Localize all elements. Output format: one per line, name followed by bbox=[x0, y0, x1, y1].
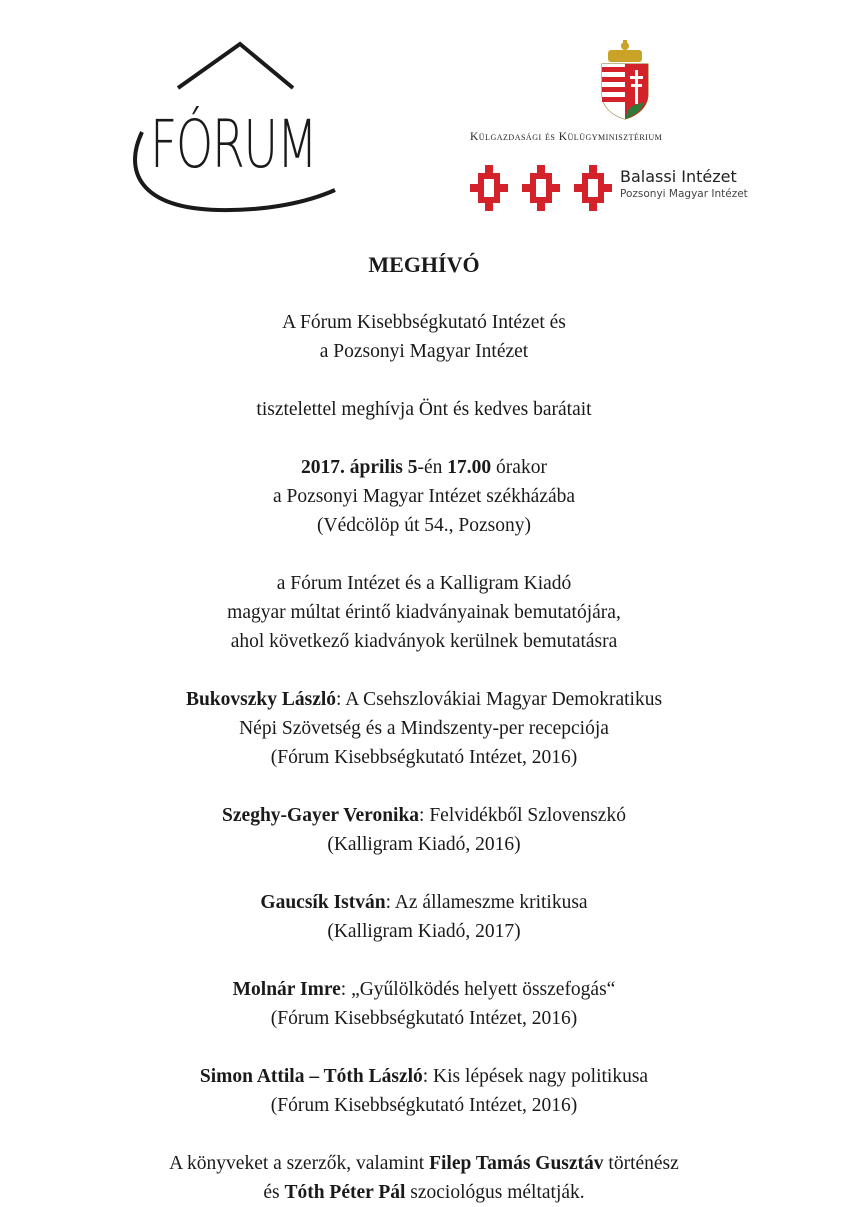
book-publisher: (Kalligram Kiadó, 2016) bbox=[327, 834, 521, 855]
event-details bbox=[0, 453, 848, 540]
host-line: A Fórum Kisebbségkutató Intézet és bbox=[282, 312, 566, 333]
book-entry bbox=[0, 975, 848, 1033]
occasion-block bbox=[0, 569, 848, 656]
forum-logo-text: FÓRUM bbox=[150, 106, 317, 183]
date-time-line: 2017. április 5-én 17.00 órakor bbox=[301, 457, 547, 478]
book-author: Bukovszky László bbox=[185, 689, 337, 710]
book-title-cont: Népi Szövetség és a Mindszenty-per recepciója bbox=[239, 718, 609, 739]
book-title: : Az állameszme kritikusa bbox=[385, 892, 588, 913]
book-publisher: (Fórum Kisebbségkutató Intézet, 2016) bbox=[270, 1008, 578, 1029]
book-entry bbox=[0, 1062, 848, 1120]
coat-of-arms-icon bbox=[596, 40, 654, 120]
book-author: Molnár Imre bbox=[232, 979, 341, 1000]
reviewer-name: Tóth Péter Pál bbox=[284, 1182, 406, 1203]
event-time: 17.00 bbox=[447, 457, 492, 478]
closing-block: A könyveket a szerzők, valamint Filep Tamás Gusztáv történész és Tóth Péter Pál szociológus méltatják. bbox=[169, 1153, 679, 1203]
book-title: : Kis lépések nagy politikusa bbox=[422, 1066, 649, 1087]
balassi-subtitle: Pozsonyi Magyar Intézet bbox=[620, 188, 748, 200]
book-title: : A Csehszlovákiai Magyar Demokratikus bbox=[336, 689, 663, 710]
forum-logo bbox=[128, 40, 338, 215]
folk-motif-icon bbox=[470, 165, 612, 211]
occasion-line: ahol következő kiadványok kerülnek bemutatásra bbox=[230, 631, 618, 652]
address: (Védcölöp út 54., Pozsony) bbox=[317, 515, 531, 536]
reviewer-name: Filep Tamás Gusztáv bbox=[429, 1153, 604, 1174]
invitation-title: MEGHÍVÓ bbox=[368, 252, 480, 277]
venue: a Pozsonyi Magyar Intézet székházába bbox=[272, 486, 576, 507]
book-entry bbox=[0, 685, 848, 772]
occasion-line: a Fórum Intézet és a Kalligram Kiadó bbox=[276, 573, 572, 594]
host-line: a Pozsonyi Magyar Intézet bbox=[319, 341, 529, 362]
event-date: 2017. április 5 bbox=[301, 457, 418, 478]
hosts-block bbox=[0, 308, 848, 366]
book-publisher: (Fórum Kisebbségkutató Intézet, 2016) bbox=[270, 1095, 578, 1116]
book-title: : „Gyűlölködés helyett összefogás“ bbox=[340, 979, 616, 1000]
greeting: tisztelettel meghívja Önt és kedves barátait bbox=[256, 399, 592, 420]
book-author: Szeghy-Gayer Veronika bbox=[222, 805, 420, 826]
book-publisher: (Fórum Kisebbségkutató Intézet, 2016) bbox=[270, 747, 578, 768]
book-publisher: (Kalligram Kiadó, 2017) bbox=[327, 921, 521, 942]
invitation-body bbox=[0, 250, 848, 1207]
book-title: : Felvidékből Szlovenszkó bbox=[419, 805, 626, 826]
greeting-block bbox=[0, 395, 848, 424]
occasion-line: magyar múltat érintő kiadványainak bemutatójára, bbox=[227, 602, 621, 623]
balassi-logo bbox=[470, 163, 770, 215]
book-entry bbox=[0, 801, 848, 859]
book-author: Gaucsík István bbox=[260, 892, 386, 913]
book-entry bbox=[0, 888, 848, 946]
balassi-name: Balassi Intézet bbox=[620, 167, 737, 186]
book-author: Simon Attila – Tóth László bbox=[199, 1066, 423, 1087]
ministry-name: Külgazdasági és Külügyminisztérium bbox=[470, 131, 663, 143]
